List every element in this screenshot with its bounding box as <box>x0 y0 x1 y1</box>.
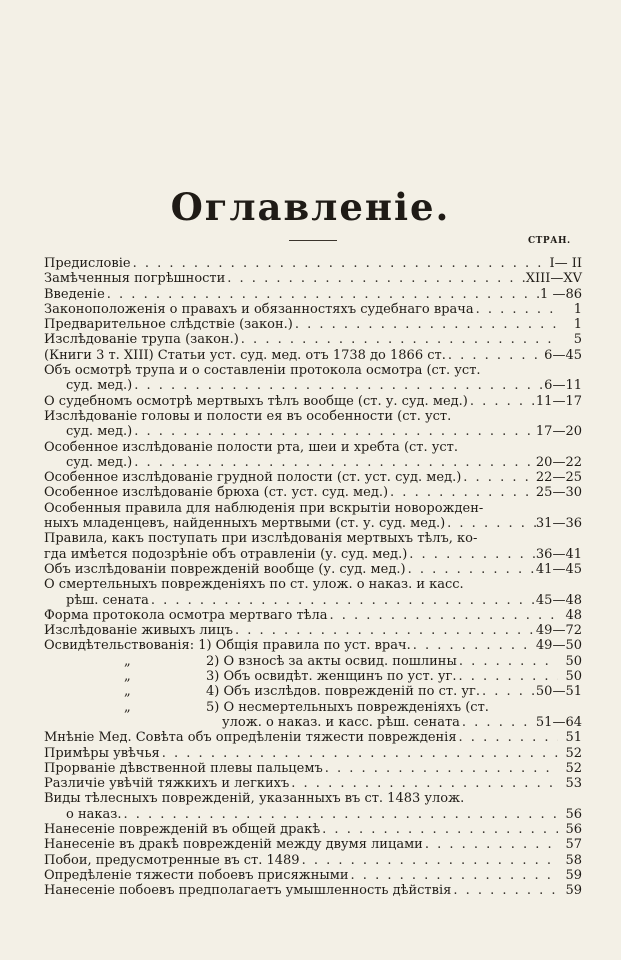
toc-entry-page: 1 <box>573 301 582 317</box>
toc-entry <box>44 776 582 791</box>
dot-leader <box>457 669 559 684</box>
toc-entry-page: 50 <box>565 653 582 669</box>
toc-entry-title: 3) Объ освидѣт. женщинъ по уст. уг. <box>206 669 457 685</box>
toc-entry <box>44 378 582 393</box>
toc-entry <box>44 271 582 286</box>
dot-leader <box>446 348 544 363</box>
toc-entry-page: 6—45 <box>544 347 582 363</box>
toc-entry <box>44 424 582 439</box>
toc-entry-title: О судебномъ осмотрѣ мертвыхъ тѣлъ вообще (ст. у. суд. мед.) <box>44 393 468 409</box>
dot-leader <box>300 853 558 868</box>
toc-entry-title: Особенное изслѣдованіе брюха (ст. уст. суд. мед.) <box>44 485 389 501</box>
toc-entry-page: 5 <box>573 332 582 348</box>
toc-entry <box>44 317 582 332</box>
dot-leader <box>388 485 536 500</box>
toc-entry-page: 52 <box>565 760 582 776</box>
dot-leader <box>461 470 536 485</box>
toc-entry <box>44 868 582 883</box>
toc-entry <box>44 791 582 806</box>
toc-entry-title: Различіе увѣчій тяжкихъ и легкихъ <box>44 776 290 792</box>
toc-entry-page: 41—45 <box>535 561 582 577</box>
toc-entry-title: Введеніе <box>44 286 105 302</box>
toc-entry-page: 25—30 <box>535 485 582 501</box>
toc-entry-title: Форма протокола осмотра мертваго тѣла <box>44 607 328 623</box>
toc-entry-title: суд. мед.) <box>66 454 133 470</box>
toc-entry-page: 50 <box>565 669 582 685</box>
toc-entry <box>44 302 582 317</box>
toc-entry <box>44 287 582 302</box>
toc-entry <box>44 332 582 347</box>
dot-leader <box>233 623 536 638</box>
toc-entry-title: Изслѣдованіе живыхъ лицъ <box>44 623 233 639</box>
toc-entry-page: 49—72 <box>535 623 582 639</box>
dot-leader <box>289 776 558 791</box>
dot-leader <box>293 317 558 332</box>
toc-entry-page: 58 <box>565 852 582 868</box>
toc-entry-title: Нанесеніе поврежденій въ общей дракѣ <box>44 821 321 837</box>
toc-entry-page: 36—41 <box>535 546 582 562</box>
toc-entry <box>44 440 582 455</box>
toc-entry-page: 52 <box>565 745 582 761</box>
dot-leader <box>320 822 558 837</box>
dot-leader <box>121 807 558 822</box>
toc-entry-title: Объ изслѣдованіи поврежденій вообще (у. суд. мед.) <box>44 561 406 577</box>
toc-entry <box>44 684 582 699</box>
toc-entry <box>44 715 582 730</box>
toc-entry-title: Нанесеніе въ дракѣ поврежденій между двумя лицами <box>44 837 423 853</box>
toc-entry-page: 51—64 <box>535 714 582 730</box>
toc-entry <box>44 638 582 653</box>
toc-entry-title: Нанесеніе побоевъ предполагаетъ умышленность дѣйствія <box>44 883 452 899</box>
toc-entry-page: I— II <box>549 256 582 271</box>
toc-entry-page: 31—36 <box>535 516 582 532</box>
toc-entry-title: Предварительное слѣдствіе (закон.) <box>44 317 293 333</box>
toc-entry-title: Особенныя правила для наблюденія при вскрытіи новорожден- <box>44 500 484 516</box>
dot-leader <box>160 746 558 761</box>
dot-leader <box>149 593 536 608</box>
dot-leader <box>132 378 544 393</box>
toc-entry-title: 5) О несмертельныхъ поврежденіяхъ (ст. <box>206 699 489 715</box>
toc-entry <box>44 761 582 776</box>
toc-entry-title: Объ осмотрѣ трупа и о составленіи протокола осмотра (ст. уст. <box>44 363 481 379</box>
pages-column-header: СТРАН. <box>528 236 571 246</box>
toc-entry <box>44 623 582 638</box>
toc-entry-page: 50—51 <box>535 684 582 700</box>
toc-entry-title: 4) Объ изслѣдов. поврежденій по ст. уг. <box>206 684 480 700</box>
toc-entry <box>44 654 582 669</box>
dot-leader <box>474 302 558 317</box>
toc-entry-page: 45—48 <box>535 592 582 608</box>
toc-entry-title: Замѣченныя погрѣшности <box>44 271 226 287</box>
toc-entry-page: 53 <box>565 776 582 792</box>
toc-entry <box>44 394 582 409</box>
dot-leader <box>323 761 558 776</box>
toc-entry <box>44 409 582 424</box>
toc-entry-title: Побои, предусмотренные въ ст. 1489 <box>44 852 300 868</box>
toc-entry-title: Мнѣніе Мед. Совѣта объ опредѣленіи тяжести поврежденія <box>44 730 457 746</box>
dot-leader <box>457 654 558 669</box>
dot-leader <box>349 868 558 883</box>
toc-entry <box>44 853 582 868</box>
toc-entry-title: гда имѣется подозрѣніе объ отравленіи (у. суд. мед.) <box>44 546 408 562</box>
dot-leader <box>460 715 536 730</box>
toc-entry-page: 6—11 <box>544 378 582 394</box>
toc-entry-title: рѣш. сената <box>66 592 149 608</box>
toc-entry <box>44 516 582 531</box>
toc-entry-page: 59 <box>565 883 582 899</box>
toc-entry-page: 22—25 <box>535 470 582 486</box>
toc-entry <box>44 501 582 516</box>
dot-leader <box>451 883 558 898</box>
toc-entry <box>44 730 582 745</box>
title-rule <box>289 240 337 241</box>
toc-entry-title: Изслѣдованіе трупа (закон.) <box>44 332 239 348</box>
toc-entry <box>44 837 582 852</box>
toc-entry-page: 56 <box>565 821 582 837</box>
toc-entry <box>44 256 582 271</box>
dot-leader <box>225 271 525 286</box>
table-of-contents <box>44 256 582 898</box>
toc-entry-title: Опредѣленіе тяжести побоевъ присяжными <box>44 867 349 883</box>
toc-entry-title: Изслѣдованіе головы и полости ея въ особенности (ст. уст. <box>44 408 452 424</box>
toc-entry-title: суд. мед.) <box>66 378 133 394</box>
toc-entry <box>44 348 582 363</box>
toc-entry <box>44 577 582 592</box>
toc-entry-page: 48 <box>565 607 582 623</box>
toc-entry <box>44 363 582 378</box>
toc-entry-page: 57 <box>565 837 582 853</box>
toc-entry <box>44 807 582 822</box>
dot-leader <box>480 684 536 699</box>
toc-entry-title: Особенное изслѣдованіе грудной полости (ст. уст. суд. мед.) <box>44 470 462 486</box>
toc-entry <box>44 608 582 623</box>
toc-entry-title: 2) О взносѣ за акты освид. пошлины <box>206 653 457 669</box>
dot-leader <box>423 837 558 852</box>
toc-entry-title: (Книги 3 т. XIII) Статьи уст. суд. мед. отъ 1738 до 1866 ст. <box>44 347 446 363</box>
dot-leader <box>445 516 536 531</box>
toc-entry-title: ныхъ младенцевъ, найденныхъ мертвыми (ст. у. суд. мед.) <box>44 516 446 532</box>
toc-entry-title: Примѣры увѣчья <box>44 745 160 761</box>
toc-entry-page: 49—50 <box>535 638 582 654</box>
dot-leader <box>328 608 559 623</box>
dot-leader <box>239 332 558 347</box>
dot-leader <box>406 562 536 577</box>
toc-entry-title: Прорваніе дѣвственной плевы пальцемъ <box>44 760 323 776</box>
toc-entry <box>44 531 582 546</box>
toc-entry-page: 20—22 <box>535 454 582 470</box>
toc-entry-page: 59 <box>565 867 582 883</box>
toc-entry-title: Виды тѣлесныхъ поврежденій, указанныхъ въ ст. 1483 улож. <box>44 791 465 807</box>
toc-entry-title: О смертельныхъ поврежденіяхъ по ст. улож. о наказ. и касс. <box>44 577 464 593</box>
toc-entry-page: 11—17 <box>535 393 582 409</box>
toc-entry-page: XIII—XV <box>525 271 582 287</box>
toc-entry <box>44 455 582 470</box>
toc-entry <box>44 485 582 500</box>
toc-entry-page: 1 —86 <box>540 286 582 302</box>
dot-leader <box>468 394 536 409</box>
dot-leader <box>132 455 536 470</box>
toc-entry <box>44 593 582 608</box>
toc-entry-page: 56 <box>565 806 582 822</box>
toc-entry <box>44 547 582 562</box>
ditto-mark: „ <box>124 699 131 715</box>
toc-entry <box>44 883 582 898</box>
toc-entry-title: Правила, какъ поступать при изслѣдованія мертвыхъ тѣлъ, ко- <box>44 531 478 547</box>
dot-leader <box>457 730 558 745</box>
dot-leader <box>132 424 536 439</box>
toc-entry-title: Законоположенія о правахъ и обязанностяхъ судебнаго врача <box>44 301 474 317</box>
dot-leader <box>105 287 540 302</box>
toc-entry <box>44 562 582 577</box>
toc-entry-title: Освидѣтельствованія: 1) Общія правила по уст. врач. <box>44 638 411 654</box>
toc-entry-page: 1 <box>573 317 582 333</box>
toc-entry <box>44 669 582 684</box>
toc-entry-title: Предисловіе <box>44 256 131 271</box>
toc-entry <box>44 470 582 485</box>
toc-entry-title: улож. о наказ. и касс. рѣш. сената <box>222 714 460 730</box>
toc-entry-page: 17—20 <box>535 424 582 440</box>
ditto-mark: „ <box>124 653 131 669</box>
dot-leader <box>411 638 536 653</box>
toc-entry <box>44 746 582 761</box>
ditto-mark: „ <box>124 684 131 700</box>
toc-entry <box>44 700 582 715</box>
dot-leader <box>407 547 536 562</box>
toc-entry-title: Особенное изслѣдованіе полости рта, шеи и хребта (ст. уст. <box>44 439 459 455</box>
ditto-mark: „ <box>124 669 131 685</box>
page-title: Оглавленіе. <box>170 185 451 229</box>
toc-entry-title: о наказ. <box>66 806 122 822</box>
toc-entry-page: 51 <box>565 730 582 746</box>
toc-entry-title: суд. мед.) <box>66 424 133 440</box>
dot-leader <box>131 256 550 271</box>
toc-entry <box>44 822 582 837</box>
